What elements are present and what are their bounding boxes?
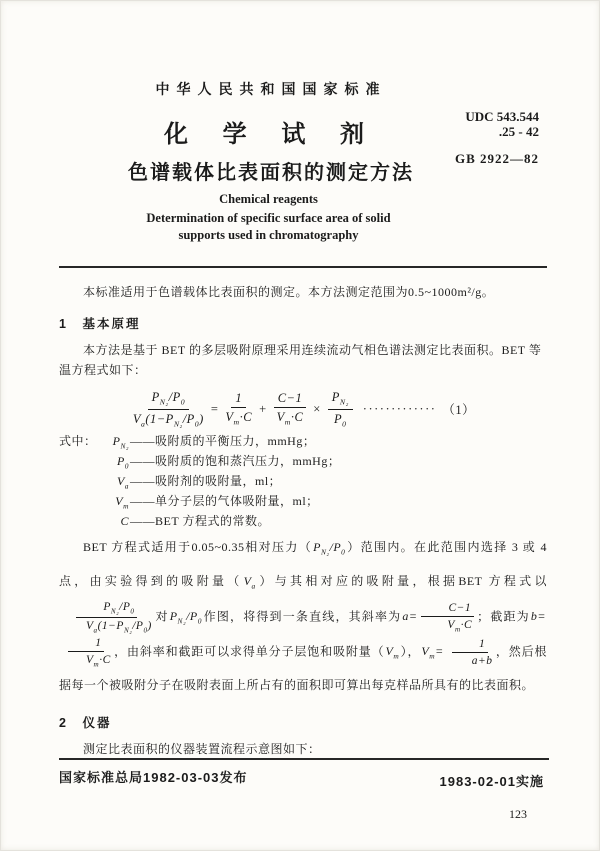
issue-date: 国家标准总局1982-03-03发布 (59, 770, 248, 785)
symbol-vm: $V_m$ (115, 493, 129, 511)
definition-row (59, 454, 547, 474)
symbol-va: $V_a$ (116, 473, 129, 491)
multiply-sign: × (313, 401, 321, 416)
document-subtitle-chinese: 色谱载体比表面积的测定方法 (128, 162, 414, 184)
equation-term2-fraction: $\frac{C-1}{V_m\cdot C}$ (274, 390, 307, 428)
equation-leader-dots: ············· (362, 401, 437, 416)
standard-code: GB 2922—82 (454, 151, 539, 166)
symbol-p0: $P_0$ (116, 454, 129, 471)
equation-term3-fraction: $\frac{P_{N_2}}{P_0}$ (328, 389, 353, 429)
document-subtitle-english (1, 210, 536, 244)
symbol-pn2: $P_{N_2}$ (112, 434, 129, 451)
footer-divider (59, 758, 549, 760)
definition-row (59, 514, 547, 529)
subtitle-english-line-1: Determination of specific surface area of solid (146, 211, 391, 225)
document-title-english: Chemical reagents (219, 192, 318, 206)
udc-line-2: .25 - 42 (498, 124, 539, 139)
definition-text: ——吸附剂的吸附量，ml； (130, 473, 282, 488)
definition-text: ——吸附质的平衡压力，mmHg； (130, 434, 316, 449)
section-2-heading: 2 仪器 (59, 715, 112, 730)
definition-text: ——吸附质的饱和蒸汽压力，mmHg； (130, 454, 341, 469)
bet-equation (59, 389, 547, 429)
plus-sign: + (259, 401, 267, 416)
equation-lhs-fraction: $\frac{P_{N_2}/P_0}{V_a(1-P_{N_2}/P_0)}$ (132, 390, 204, 429)
definition-row (59, 494, 547, 514)
definition-row (59, 474, 547, 494)
implementation-date: 1983-02-01实施 (439, 774, 544, 789)
subtitle-english-line-2: supports used in chromatography (178, 228, 359, 242)
definition-text: ——单分子层的气体吸附量，ml； (130, 493, 319, 508)
header-divider (59, 266, 547, 268)
equals-sign: = (210, 401, 219, 416)
inline-fraction: $\frac{P_{N_2}/P_0}{V_a(1-P_{N_2}/P_0)}$ (62, 600, 152, 635)
inline-fraction: $\frac{C-1}{V_m\cdot C}$ (421, 601, 474, 635)
standard-issuer-label: 中华人民共和国国家标准 (155, 81, 387, 97)
equation-term1-fraction: $\frac{1}{V_m\cdot C}$ (225, 391, 253, 427)
page-number: 123 (509, 807, 527, 821)
udc-line-1: UDC 543.544 (465, 109, 539, 124)
principle-paragraph: 本方法是基于 BET 的多层吸附原理采用连续流动气相色谱法测定比表面积。BET 等温方程式如下： (59, 343, 542, 377)
scope-paragraph: 本标准适用于色谱载体比表面积的测定。本方法测定范围为0.5~1000m²/g。 (83, 285, 495, 299)
section-1-heading: 1 基本原理 (59, 317, 141, 331)
equation-number: （1） (442, 403, 476, 418)
bet-method-paragraph: BET 方程式适用于0.05~0.35相对压力$(P_{N_2}/P_0)$范围内。在此范围内选择 3 或 4 点，由实验得到的吸附量$(V_a)$与其相对应的吸附量，根据BET 方程式以 $\frac{P_{N_2}/P_0}{V_a(1-P_{N_2}/P_0)}$ 对$P_{N_2}/P_0$作图，将得到一条直线，其斜率为a= $\frac{C-1}{V_m\cdot C}$ ；截距为b= $\frac{1}{V_m\cdot C}$ ，由斜率和截距可以求得单分子层饱和吸附量$(V_m)$，$V_m=$ $\frac{1}{a+b}$ ，然后根据每一个被吸附分子在吸附表面上所占有的面积即可算出每克样品所具有的比表面积。 (59, 540, 547, 692)
definition-row (59, 434, 547, 454)
inline-fraction: $\frac{1}{a+b}$ (448, 637, 493, 669)
inline-fraction: $\frac{1}{V_m\cdot C}$ (62, 636, 111, 670)
definition-text: ——BET 方程式的常数。 (130, 513, 270, 528)
where-label: 式中： (59, 434, 97, 449)
symbol-c: C (120, 513, 129, 528)
symbol-definitions (59, 434, 547, 528)
apparatus-paragraph: 测定比表面积的仪器装置流程示意图如下： (83, 741, 321, 756)
document-body (59, 279, 547, 759)
document-title-chinese: 化 学 试 剂 (163, 121, 378, 148)
